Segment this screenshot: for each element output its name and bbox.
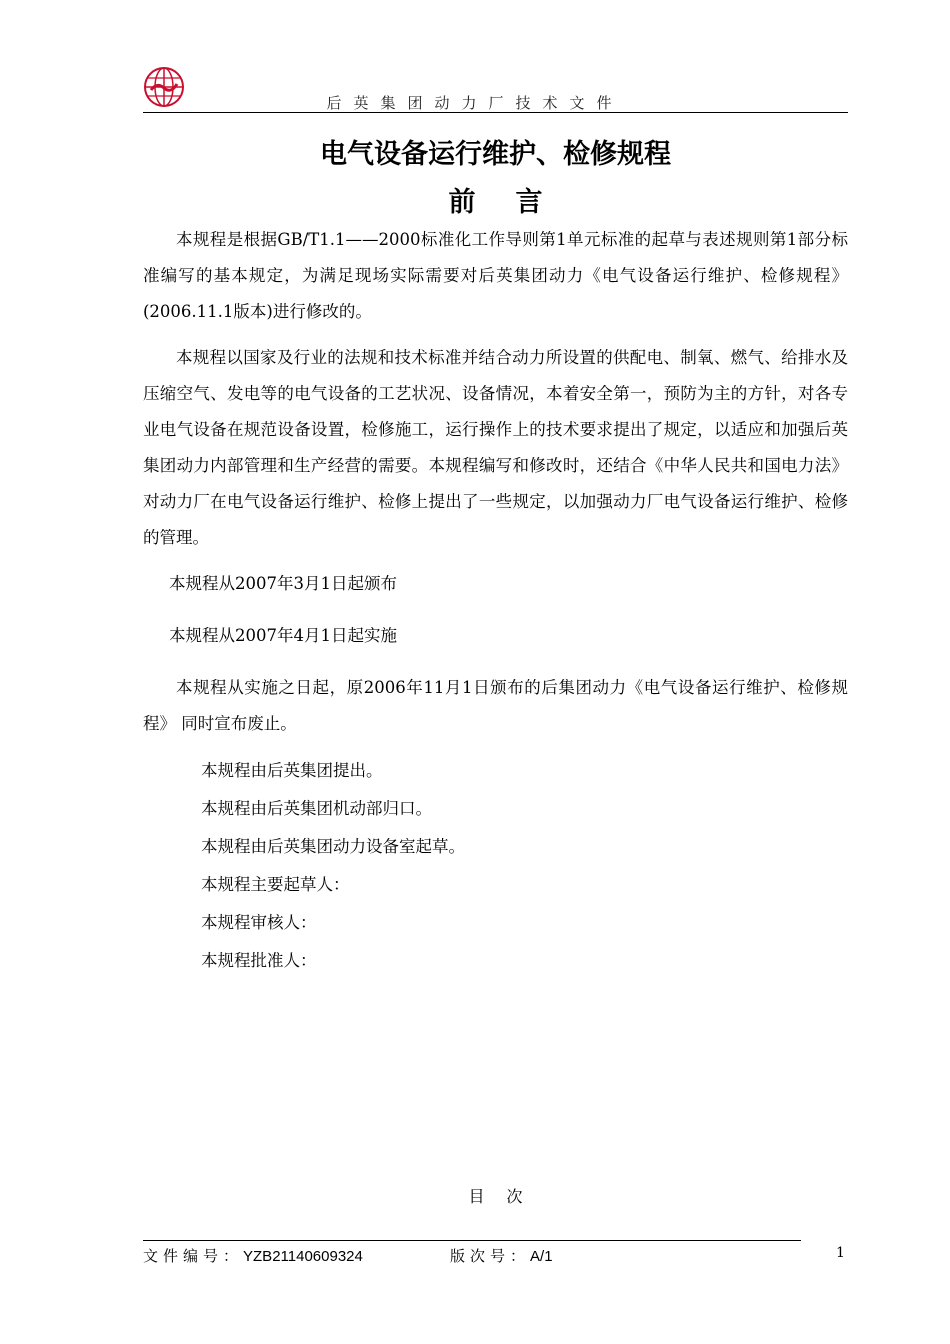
line-centralized: 本规程由后英集团机动部归口。 [201,799,432,818]
paragraph-2: 本规程以国家及行业的法规和技术标准并结合动力所设置的供配电、制氧、燃气、给排水及压缩空气、发电等的电气设备的工艺状况、设备情况，本着安全第一，预防为主的方针，对各专业电气设备在规范设备设置，检修施工，运行操作上的技术要求提出了规定，以适应和加强后英集团动力内部管理和生产经营的需要。本规程编写和修改时，还结合《中华人民共和国电力法》对动力厂在电气设备运行维护、检修上提出了一些规定，以加强动力厂电气设备运行维护、检修的管理。 [143,348,848,547]
footer-divider [143,1240,801,1241]
paragraph-repeal: 本规程从实施之日起，原2006年11月1日颁布的后集团动力《电气设备运行维护、检修规程》 同时宣布废止。 [143,678,848,733]
version-value: A/1 [530,1248,553,1265]
line-main-drafter: 本规程主要起草人： [201,875,350,894]
footer [143,1245,553,1266]
doc-number-value: YZB21140609324 [243,1248,363,1265]
line-approver: 本规程批准人： [201,951,317,970]
line-reviewer: 本规程审核人： [201,913,317,932]
paragraph-issue-date: 本规程从2007年3月1日起颁布 [169,574,397,593]
header-divider [143,112,848,113]
version-info [450,1245,553,1266]
doc-number-label: 文件编号： [143,1247,244,1265]
header-company-line: 后英集团动力厂技术文件 [326,94,624,112]
document-body [143,222,848,980]
paragraph-1: 本规程是根据GB/T1.1——2000标准化工作导则第1单元标准的起草与表述规则第1部分标准编写的基本规定，为满足现场实际需要对后英集团动力《电气设备运行维护、检修规程》(2006.11.1版本)进行修改的。 [143,230,848,321]
line-proposer: 本规程由后英集团提出。 [201,761,383,780]
page-number: 1 [836,1245,845,1261]
document-title: 电气设备运行维护、检修规程 [320,139,671,170]
section-title: 前言 [448,187,583,218]
line-drafter-dept: 本规程由后英集团动力设备室起草。 [201,837,465,856]
version-label: 版次号： [450,1247,531,1265]
paragraph-effective-date: 本规程从2007年4月1日起实施 [169,626,397,645]
toc-heading: 目次 [468,1187,545,1206]
